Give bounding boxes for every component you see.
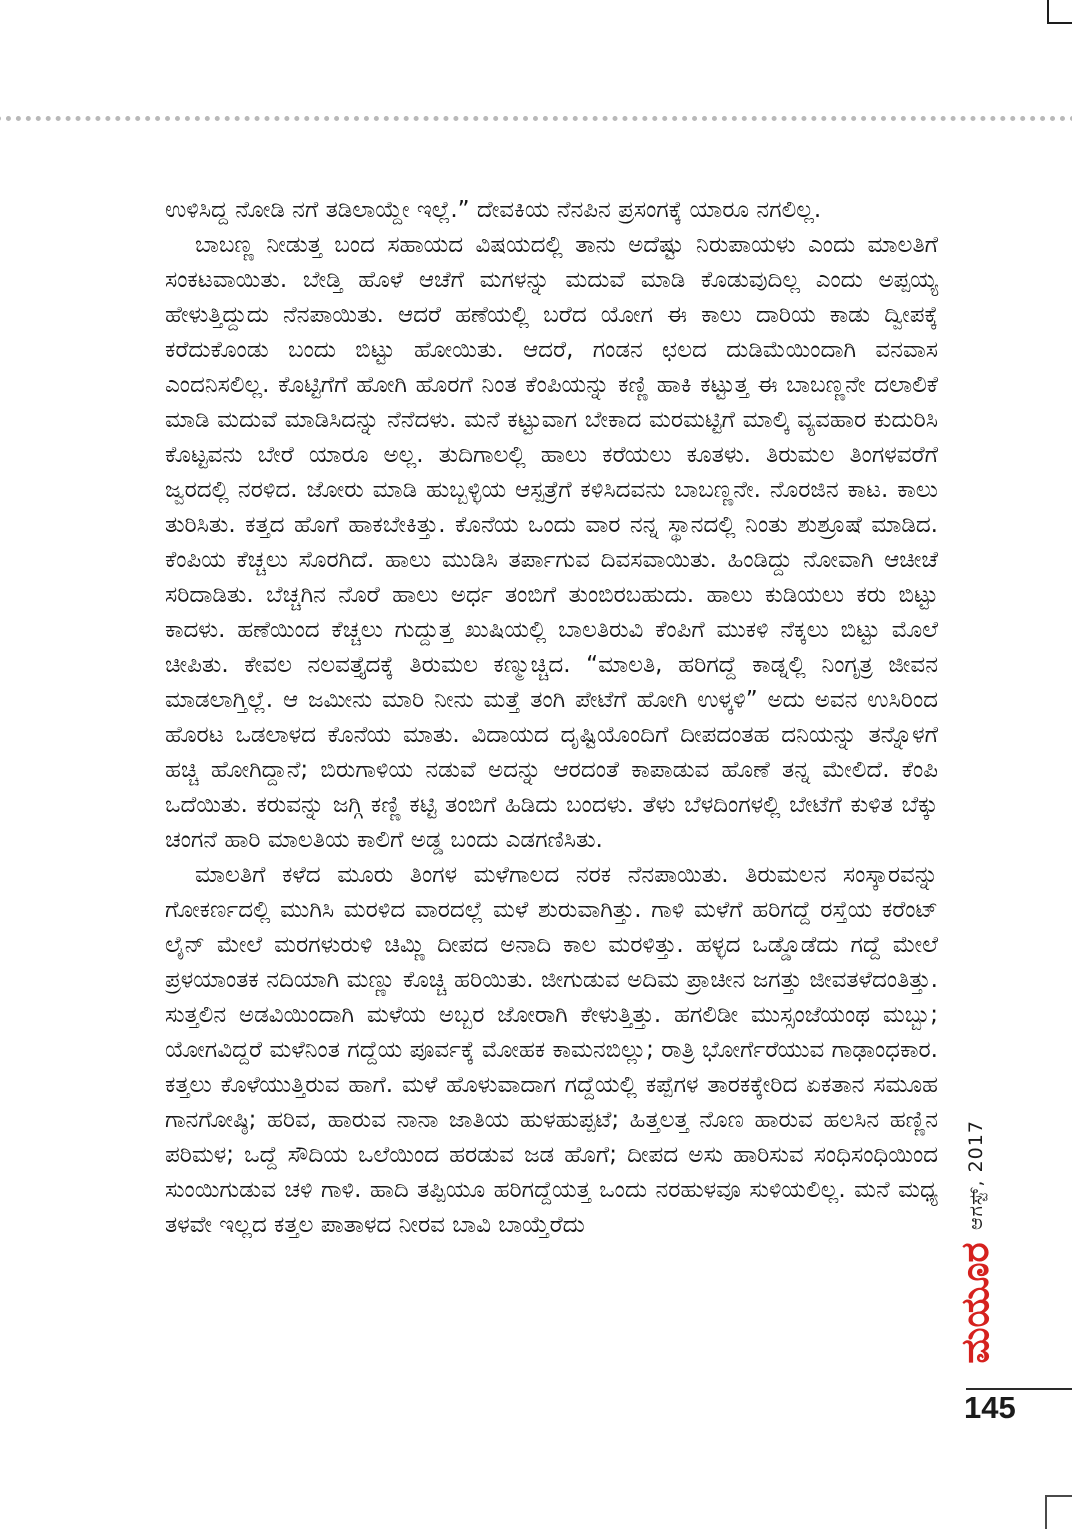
issue-date-vertical: ಆಗಸ್ಟ್, 2017 [965, 1120, 987, 1230]
page-corner-mark-bottom-right [1045, 1495, 1072, 1529]
article-paragraph-continuation: ಉಳಿಸಿದ್ದ ನೋಡಿ ನಗೆ ತಡಿಲಾಯ್ದೇ ಇಲ್ಲೆ.” ದೇವಕಿಯ ನೆನಪಿನ ಪ್ರಸಂಗಕ್ಕೆ ಯಾರೂ ನಗಲಿಲ್ಲ. [165, 197, 822, 223]
dotted-separator [0, 116, 1072, 121]
article-paragraph: ಬಾಬಣ್ಣ ನೀಡುತ್ತ ಬಂದ ಸಹಾಯದ ವಿಷಯದಲ್ಲಿ ತಾನು ಅದೆಷ್ಟು ನಿರುಪಾಯಳು ಎಂದು ಮಾಲತಿಗೆ ಸಂಕಟವಾಯಿತು. ಬೇಡ್ತಿ ಹೊಳೆ ಆಚೆಗೆ ಮಗಳನ್ನು ಮದುವೆ ಮಾಡಿ ಕೊಡುವುದಿಲ್ಲ ಎಂದು ಅಪ್ಪಯ್ಯ ಹೇಳುತ್ತಿದ್ದುದು ನೆನಪಾಯಿತು. ಆದರೆ ಹಣೆಯಲ್ಲಿ ಬರೆದ ಯೋಗ ಈ ಕಾಲು ದಾರಿಯ ಕಾಡು ದ್ವೀಪಕ್ಕೆ ಕರೆದುಕೊಂಡು ಬಂದು ಬಿಟ್ಟು ಹೋಯಿತು. ಆದರೆ, ಗಂಡನ ಛಲದ ದುಡಿಮೆಯಿಂದಾಗಿ ವನವಾಸ ಎಂದನಿಸಲಿಲ್ಲ. ಕೊಟ್ಟಿಗೆಗೆ ಹೋಗಿ ಹೊರಗೆ ನಿಂತ ಕೆಂಪಿಯನ್ನು ಕಣ್ಣಿ ಹಾಕಿ ಕಟ್ಟುತ್ತ ಈ ಬಾಬಣ್ಣನೇ ದಲಾಲಿಕೆ ಮಾಡಿ ಮದುವೆ ಮಾಡಿಸಿದನ್ನು ನೆನೆದಳು. ಮನೆ ಕಟ್ಟುವಾಗ ಬೇಕಾದ ಮರಮಟ್ಟಿಗೆ ಮಾಲ್ಕಿ ವ್ಯವಹಾರ ಕುದುರಿಸಿ ಕೊಟ್ಟವನು ಬೇರೆ ಯಾರೂ ಅಲ್ಲ. ತುದಿಗಾಲಲ್ಲಿ ಹಾಲು ಕರೆಯಲು ಕೂತಳು. ತಿರುಮಲ ತಿಂಗಳವರೆಗೆ ಜ್ವರದಲ್ಲಿ ನರಳಿದ. ಜೋರು ಮಾಡಿ ಹುಬ್ಬಳ್ಳಿಯ ಆಸ್ಪತ್ರೆಗೆ ಕಳಿಸಿದವನು ಬಾಬಣ್ಣನೇ. ನೊರಜಿನ ಕಾಟ. ಕಾಲು ತುರಿಸಿತು. ಕತ್ತದ ಹೊಗೆ ಹಾಕಬೇಕಿತ್ತು. ಕೊನೆಯ ಒಂದು ವಾರ ನನ್ನ ಸ್ಥಾನದಲ್ಲಿ ನಿಂತು ಶುಶ್ರೂಷೆ ಮಾಡಿದ. ಕೆಂಪಿಯ ಕೆಚ್ಚಲು ಸೊರಗಿದೆ. ಹಾಲು ಮುಡಿಸಿ ತರ್ಪಾಗುವ ದಿವಸವಾಯಿತು. ಹಿಂಡಿದ್ದು ನೋವಾಗಿ ಆಚೀಚೆ ಸರಿದಾಡಿತು. ಬೆಚ್ಚಗಿನ ನೊರೆ ಹಾಲು ಅರ್ಧ ತಂಬಿಗೆ ತುಂಬಿರಬಹುದು. ಹಾಲು ಕುಡಿಯಲು ಕರು ಬಿಟ್ಟು ಕಾದಳು. ಹಣೆಯಿಂದ ಕೆಚ್ಚಲು ಗುದ್ದುತ್ತ ಖುಷಿಯಲ್ಲಿ ಬಾಲತಿರುವಿ ಕೆಂಪಿಗೆ ಮುಕಳಿ ನೆಕ್ಕಲು ಬಿಟ್ಟು ಮೊಲೆ ಚೀಪಿತು. ಕೇವಲ ನಲವತ್ತೈದಕ್ಕೆ ತಿರುಮಲ ಕಣ್ಮುಚ್ಚಿದ. “ಮಾಲತಿ, ಹರಿಗದ್ದೆ ಕಾಡ್ನಲ್ಲಿ ನಿಂಗೃತ್ರ ಜೀವನ ಮಾಡಲಾಗ್ತಿಲ್ಲೆ. ಆ ಜಮೀನು ಮಾರಿ ನೀನು ಮತ್ತೆ ತಂಗಿ ಪೇಟೆಗೆ ಹೋಗಿ ಉಳ್ಕಳಿ” ಅದು ಅವನ ಉಸಿರಿಂದ ಹೊರಟ ಒಡಲಾಳದ ಕೊನೆಯ ಮಾತು. ವಿದಾಯದ ದೃಷ್ಟಿಯೊಂದಿಗೆ ದೀಪದಂತಹ ದನಿಯನ್ನು ತನ್ನೊಳಗೆ ಹಚ್ಚಿ ಹೋಗಿದ್ದಾನೆ; ಬಿರುಗಾಳಿಯ ನಡುವೆ ಅದನ್ನು ಆರದಂತೆ ಕಾಪಾಡುವ ಹೊಣೆ ತನ್ನ ಮೇಲಿದೆ. ಕೆಂಪಿ ಒದೆಯಿತು. ಕರುವನ್ನು ಜಗ್ಗಿ ಕಣ್ಣಿ ಕಟ್ಟಿ ತಂಬಿಗೆ ಹಿಡಿದು ಬಂದಳು. ತೆಳು ಬೆಳದಿಂಗಳಲ್ಲಿ ಬೇಟೆಗೆ ಕುಳಿತ ಬೆಕ್ಕು ಚಂಗನೆ ಹಾರಿ ಮಾಲತಿಯ ಕಾಲಿಗೆ ಅಡ್ಡ ಬಂದು ಎಡಗಣಿಸಿತು. [165, 232, 938, 853]
page-number: 145 [964, 1390, 1016, 1425]
article-body [165, 193, 938, 1243]
article-paragraph: ಮಾಲತಿಗೆ ಕಳೆದ ಮೂರು ತಿಂಗಳ ಮಳೆಗಾಲದ ನರಕ ನೆನಪಾಯಿತು. ತಿರುಮಲನ ಸಂಸ್ಕಾರವನ್ನು ಗೋಕರ್ಣದಲ್ಲಿ ಮುಗಿಸಿ ಮರಳಿದ ವಾರದಲ್ಲೆ ಮಳೆ ಶುರುವಾಗಿತ್ತು. ಗಾಳಿ ಮಳೆಗೆ ಹರಿಗದ್ದೆ ರಸ್ತೆಯ ಕರೆಂಟ್ ಲೈನ್ ಮೇಲೆ ಮರಗಳುರುಳಿ ಚಿಮ್ಣಿ ದೀಪದ ಅನಾದಿ ಕಾಲ ಮರಳಿತ್ತು. ಹಳ್ಳದ ಒಡ್ಡೊಡೆದು ಗದ್ದೆ ಮೇಲೆ ಪ್ರಳಯಾಂತಕ ನದಿಯಾಗಿ ಮಣ್ಣು ಕೊಚ್ಚಿ ಹರಿಯಿತು. ಜೀಗುಡುವ ಅದಿಮ ಪ್ರಾಚೀನ ಜಗತ್ತು ಜೀವತಳೆದಂತಿತ್ತು. ಸುತ್ತಲಿನ ಅಡವಿಯಿಂದಾಗಿ ಮಳೆಯ ಅಬ್ಬರ ಜೋರಾಗಿ ಕೇಳುತ್ತಿತ್ತು. ಹಗಲಿಡೀ ಮುಸ್ಸಂಜೆಯಂಥ ಮಬ್ಬು; ಯೋಗವಿದ್ದರೆ ಮಳೆನಿಂತ ಗದ್ದೆಯ ಪೂರ್ವಕ್ಕೆ ಮೋಹಕ ಕಾಮನಬಿಲ್ಲು; ರಾತ್ರಿ ಭೋರ್ಗೆರೆಯುವ ಗಾಢಾಂಧಕಾರ. ಕತ್ತಲು ಕೊಳೆಯುತ್ತಿರುವ ಹಾಗೆ. ಮಳೆ ಹೊಳುವಾದಾಗ ಗದ್ದೆಯಲ್ಲಿ ಕಪ್ಪೆಗಳ ತಾರಕಕ್ಕೇರಿದ ಏಕತಾನ ಸಮೂಹ ಗಾನಗೋಷ್ಠಿ; ಹರಿವ, ಹಾರುವ ನಾನಾ ಜಾತಿಯ ಹುಳಹುಪ್ಪಟೆ; ಹಿತ್ತಲತ್ತ ನೊಣ ಹಾರುವ ಹಲಸಿನ ಹಣ್ಣಿನ ಪರಿಮಳ; ಒದ್ದೆ ಸೌದಿಯ ಒಲೆಯಿಂದ ಹರಡುವ ಜಡ ಹೊಗೆ; ದೀಪದ ಅಸು ಹಾರಿಸುವ ಸಂಧಿಸಂಧಿಯಿಂದ ಸುಂಯಿಗುಡುವ ಚಳಿ ಗಾಳಿ. ಹಾದಿ ತಪ್ಪಿಯೂ ಹರಿಗದ್ದೆಯತ್ತ ಒಂದು ನರಹುಳವೂ ಸುಳಿಯಲಿಲ್ಲ. ಮನೆ ಮಧ್ಯ ತಳವೇ ಇಲ್ಲದ ಕತ್ತಲ ಪಾತಾಳದ ನೀರವ ಬಾವಿ ಬಾಯ್ತೆರೆದು [165, 862, 938, 1238]
magazine-masthead: ಮಯೂರ [953, 1242, 997, 1364]
page-corner-mark-top-right [1047, 0, 1072, 24]
